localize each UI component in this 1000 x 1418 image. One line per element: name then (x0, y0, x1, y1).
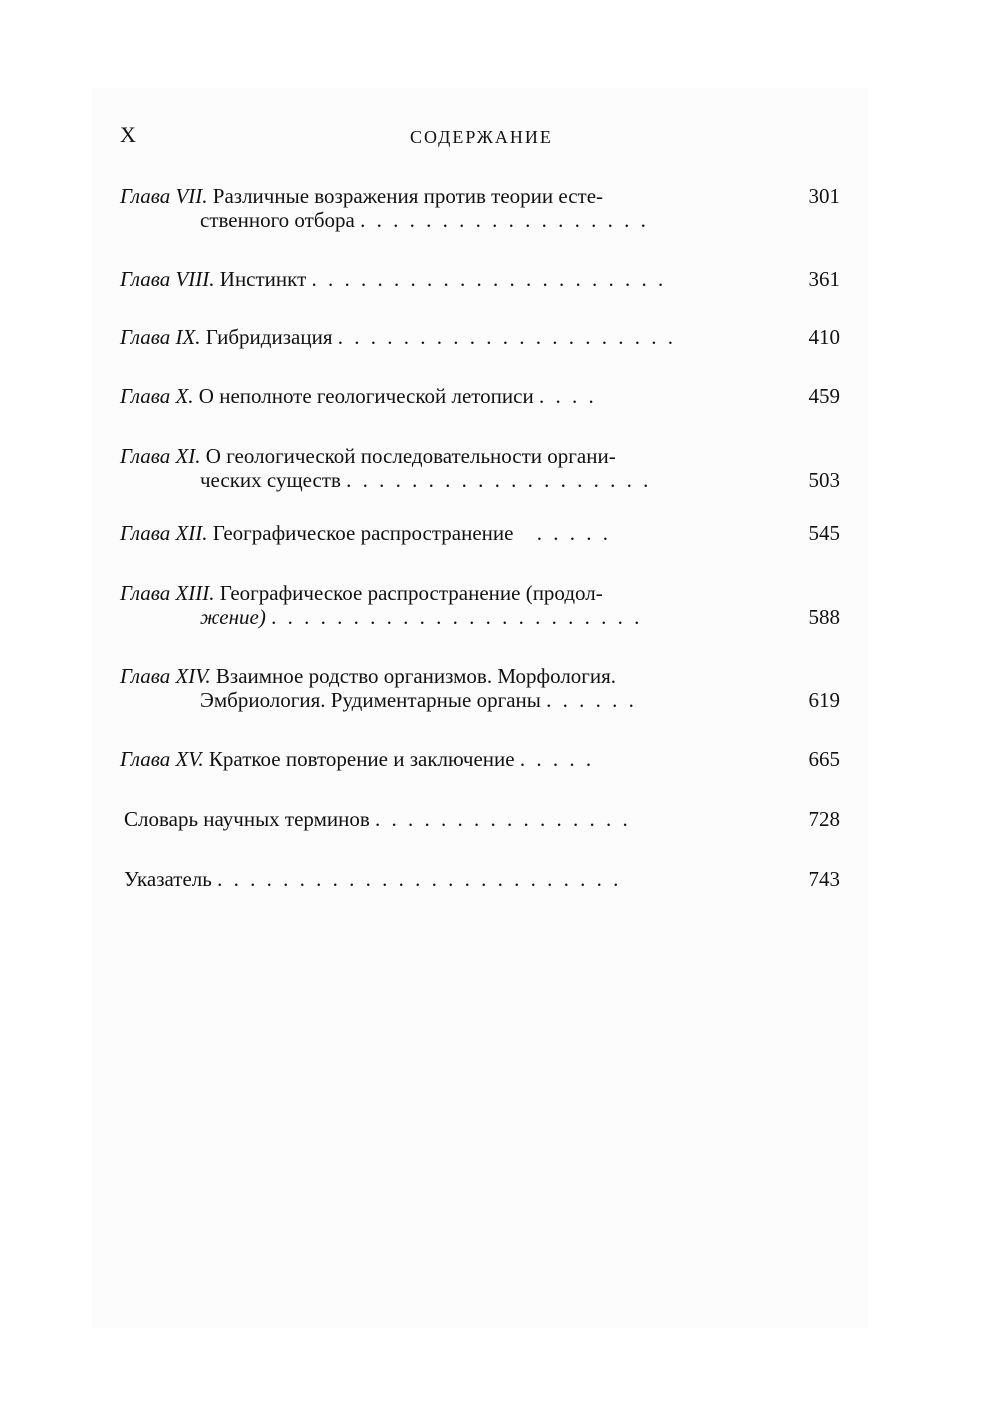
toc-entry-glossary[interactable] (120, 807, 840, 831)
toc-entry-chapter-11[interactable] (120, 444, 840, 492)
toc-entry-page-number: 728 (808, 807, 840, 831)
toc-entry-label: Глава IX. (120, 325, 201, 349)
toc-entry-title: Различные возражения против теории есте- (212, 184, 604, 208)
page-header (120, 122, 840, 152)
toc-entry-title: Указатель (124, 867, 212, 891)
toc-entry-leader-dots: . . . . . . . . . . . . . . . . (375, 807, 631, 831)
toc-entry-title: О геологической последовательности органи- (205, 444, 616, 468)
toc-entry-label: Глава X. (120, 384, 194, 408)
toc-entry-page-number: 588 (808, 605, 840, 629)
toc-entry-title-continuation: ческих существ (200, 468, 341, 492)
toc-entry-title: Взаимное родство организмов. Морфология. (215, 664, 617, 688)
toc-entry-title: Гибридизация (205, 325, 333, 349)
toc-entry-label: Глава VIII. (120, 267, 215, 291)
toc-entry-chapter-8[interactable] (120, 267, 840, 291)
toc-entry-page-number: 743 (808, 867, 840, 891)
toc-entry-page-number: 619 (808, 688, 840, 712)
toc-entry-leader-dots: . . . . . . . . . . . . . . . . . . . . . . (311, 267, 667, 291)
toc-entry-page-number: 545 (808, 521, 840, 545)
toc-entry-leader-dots: . . . . . (519, 747, 595, 771)
toc-entry-leader-dots: . . . . . . (546, 688, 637, 712)
toc-entry-title-continuation: Эмбриология. Рудиментарные органы (200, 688, 541, 712)
toc-entry-leader-dots: . . . . . . . . . . . . . . . . . . . . . (337, 325, 676, 349)
toc-entry-leader-dots: . . . . . . . . . . . . . . . . . . . (346, 468, 652, 492)
toc-entry-label: Глава XV. (120, 747, 204, 771)
toc-entry-leader-dots: . . . . . . . . . . . . . . . . . . . . . . . (271, 605, 643, 629)
toc-entry-chapter-9[interactable] (120, 325, 840, 349)
page-title: СОДЕРЖАНИЕ (410, 127, 553, 147)
toc-entry-chapter-12[interactable] (120, 521, 840, 545)
toc-entry-title: Краткое повторение и заключение (208, 747, 515, 771)
toc-entry-page-number: 410 (808, 325, 840, 349)
toc-entry-leader-dots: . . . . . . . . . . . . . . . . . . . . . . . . . (217, 867, 622, 891)
toc-entry-chapter-14[interactable] (120, 664, 840, 712)
toc-entry-label: Глава XI. (120, 444, 201, 468)
toc-entry-leader-dots: . . . . . (536, 521, 611, 545)
toc-entry-title: Географическое распространение (продол- (219, 581, 603, 605)
toc-entry-chapter-15[interactable] (120, 747, 840, 771)
toc-entry-page-number: 665 (808, 747, 840, 771)
toc-entry-title: Инстинкт (219, 267, 307, 291)
toc-entry-label: Глава XIII. (120, 581, 215, 605)
toc-entry-page-number: 459 (808, 384, 840, 408)
toc-entry-title-continuation: жение) (200, 605, 266, 629)
toc-entry-chapter-10[interactable] (120, 384, 840, 408)
toc-entry-page-number: 503 (808, 468, 840, 492)
page-number: X (120, 122, 137, 147)
toc-entry-chapter-7[interactable] (120, 184, 840, 232)
toc-entry-page-number: 361 (808, 267, 840, 291)
toc-entry-page-number: 301 (808, 184, 840, 208)
toc-entry-title: Географическое распространение (212, 521, 514, 545)
toc-entry-label: Глава XIV. (120, 664, 211, 688)
toc-entry-title: Словарь научных терминов (124, 807, 370, 831)
toc-entry-title-continuation: ственного отбора (200, 208, 355, 232)
toc-entry-title: О неполноте геологической летописи (198, 384, 534, 408)
toc-entry-chapter-13[interactable] (120, 581, 840, 629)
toc-entry-label: Глава VII. (120, 184, 208, 208)
toc-entry-label: Глава XII. (120, 521, 208, 545)
toc-entry-leader-dots: . . . . . . . . . . . . . . . . . . (360, 208, 649, 232)
toc-entry-index[interactable] (120, 867, 840, 891)
toc-entry-leader-dots: . . . . (538, 384, 597, 408)
